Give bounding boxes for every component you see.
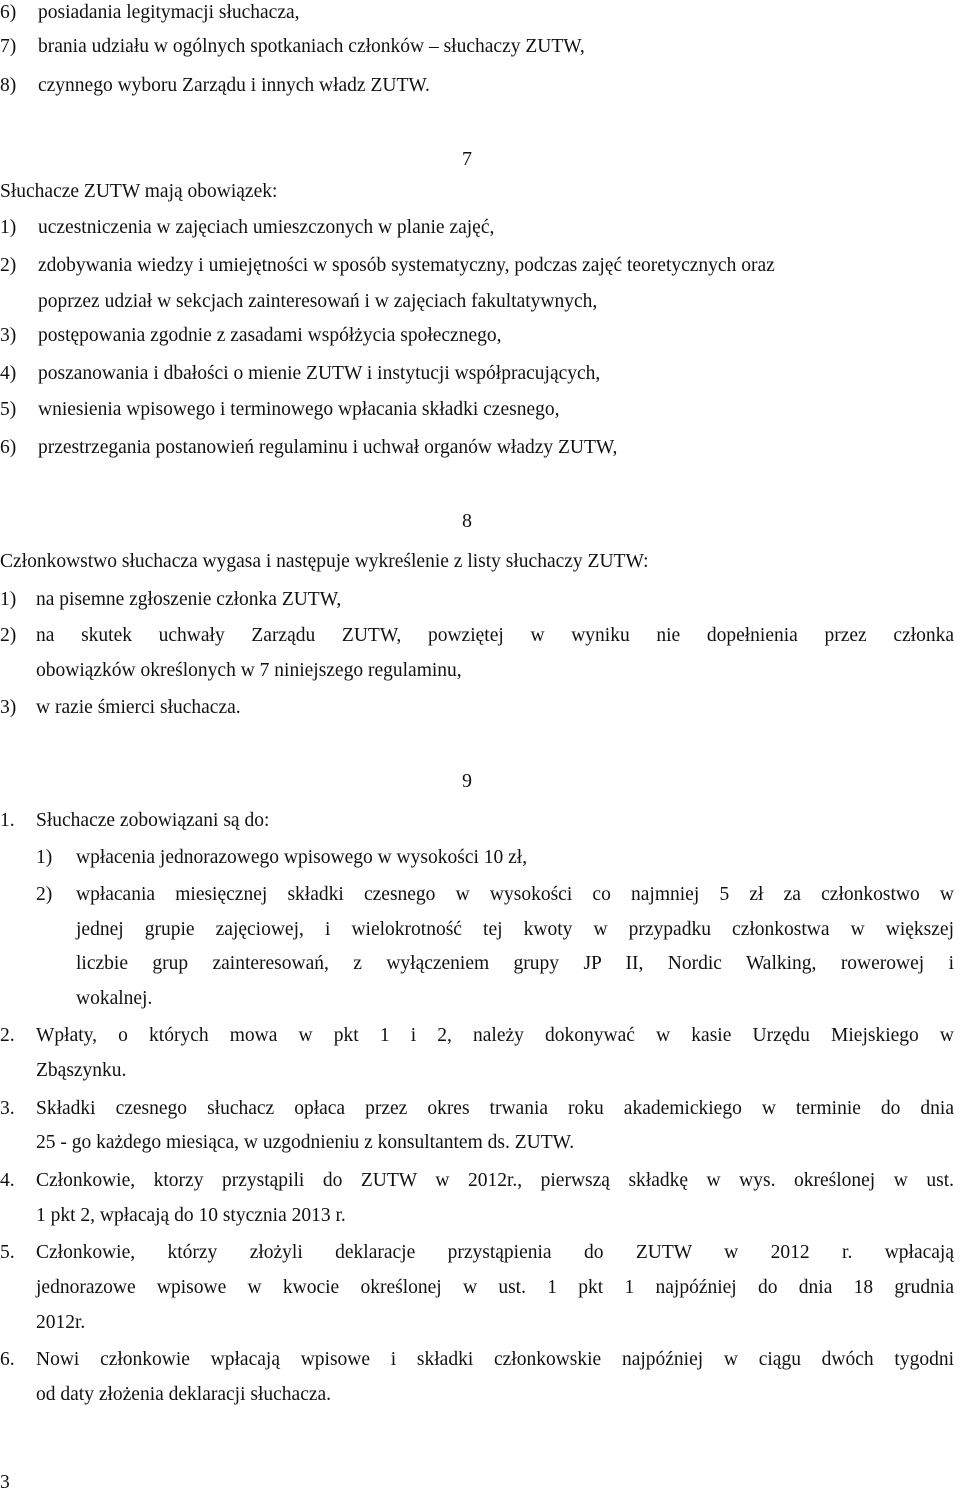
- list-num: 3): [0, 325, 17, 346]
- list-num: 2): [0, 255, 17, 276]
- list-item: przestrzegania postanowień regulaminu i uchwał organów władzy ZUTW,: [38, 437, 618, 458]
- section-heading-8: 8: [462, 510, 472, 532]
- list-item: na pisemne zgłoszenie członka ZUTW,: [36, 589, 342, 610]
- point-continuation: jednorazowe wpisowe w kwocie określonej w ust. 1 pkt 1 najpóźniej do dnia 18 grudnia: [36, 1277, 954, 1298]
- list-item-continuation: obowiązków określonych w 7 niniejszego regulaminu,: [36, 660, 462, 681]
- point-continuation: od daty złożenia deklaracji słuchacza.: [36, 1384, 332, 1405]
- point-num: 1.: [0, 810, 15, 831]
- list-item: w razie śmierci słuchacza.: [36, 697, 241, 718]
- sub-item-continuation: wokalnej.: [76, 988, 153, 1009]
- list-num: 1): [0, 217, 17, 238]
- point-num: 5.: [0, 1242, 15, 1263]
- sub-item: wpłacenia jednorazowego wpisowego w wysokości 10 zł,: [76, 847, 528, 868]
- point-text: Słuchacze zobowiązani są do:: [36, 810, 270, 831]
- list-item: zdobywania wiedzy i umiejętności w sposób systematyczny, podczas zajęć teoretycznych oraz: [38, 255, 775, 276]
- sub-num: 2): [36, 884, 53, 905]
- section-intro: Członkowstwo słuchacza wygasa i następuje wykreślenie z listy słuchaczy ZUTW:: [0, 551, 649, 572]
- section-intro: Słuchacze ZUTW mają obowiązek:: [0, 181, 278, 202]
- sub-item-continuation: liczbie grup zainteresowań, z wyłączeniem grupy JP II, Nordic Walking, rowerowej i: [76, 953, 954, 974]
- list-num: 4): [0, 363, 17, 384]
- point-continuation: Zbąszynku.: [36, 1060, 127, 1081]
- point-text: Wpłaty, o których mowa w pkt 1 i 2, należy dokonywać w kasie Urzędu Miejskiego w: [36, 1025, 954, 1046]
- list-item: uczestniczenia w zajęciach umieszczonych w planie zajęć,: [38, 217, 495, 238]
- point-text: Składki czesnego słuchacz opłaca przez okres trwania roku akademickiego w terminie do dnia: [36, 1098, 954, 1119]
- list-item: poszanowania i dbałości o mienie ZUTW i instytucji współpracujących,: [38, 363, 601, 384]
- list-num: 6): [0, 437, 17, 458]
- point-text: Nowi członkowie wpłacają wpisowe i składki członkowskie najpóźniej w ciągu dwóch tygodni: [36, 1349, 954, 1370]
- list-item: na skutek uchwały Zarządu ZUTW, powziętej w wyniku nie dopełnienia przez członka: [36, 625, 954, 646]
- point-num: 6.: [0, 1349, 15, 1370]
- point-continuation: 2012r.: [36, 1312, 86, 1333]
- list-item: posiadania legitymacji słuchacza,: [38, 2, 300, 23]
- section-heading-7: 7: [462, 148, 472, 170]
- sub-num: 1): [36, 847, 53, 868]
- point-text: Członkowie, ktorzy przystąpili do ZUTW w 2012r., pierwszą składkę w wys. określonej w ust.: [36, 1170, 954, 1191]
- section-heading-9: 9: [462, 770, 472, 792]
- point-continuation: 25 - go każdego miesiąca, w uzgodnieniu z konsultantem ds. ZUTW.: [36, 1132, 575, 1153]
- sub-item-continuation: jednej grupie zajęciowej, i wielokrotność tej kwoty w przypadku członkostwa w większej: [76, 919, 954, 940]
- point-text: Członkowie, którzy złożyli deklaracje przystąpienia do ZUTW w 2012 r. wpłacają: [36, 1242, 954, 1263]
- list-num: 6): [0, 2, 17, 23]
- list-item: brania udziału w ogólnych spotkaniach członków – słuchaczy ZUTW,: [38, 36, 585, 57]
- list-item: postępowania zgodnie z zasadami współżycia społecznego,: [38, 325, 502, 346]
- list-num: 2): [0, 625, 17, 646]
- point-num: 4.: [0, 1170, 15, 1191]
- list-num: 1): [0, 589, 17, 610]
- page-number: 3: [0, 1472, 10, 1493]
- point-num: 3.: [0, 1098, 15, 1119]
- sub-item: wpłacania miesięcznej składki czesnego w wysokości co najmniej 5 zł za członkostwo w: [76, 884, 954, 905]
- list-num: 7): [0, 36, 17, 57]
- list-item-continuation: poprzez udział w sekcjach zainteresowań i w zajęciach fakultatywnych,: [38, 291, 598, 312]
- list-num: 3): [0, 697, 17, 718]
- list-item: czynnego wyboru Zarządu i innych władz ZUTW.: [38, 75, 430, 96]
- point-continuation: 1 pkt 2, wpłacają do 10 stycznia 2013 r.: [36, 1205, 346, 1226]
- list-item: wniesienia wpisowego i terminowego wpłacania składki czesnego,: [38, 399, 560, 420]
- list-num: 8): [0, 75, 17, 96]
- list-num: 5): [0, 399, 17, 420]
- point-num: 2.: [0, 1025, 15, 1046]
